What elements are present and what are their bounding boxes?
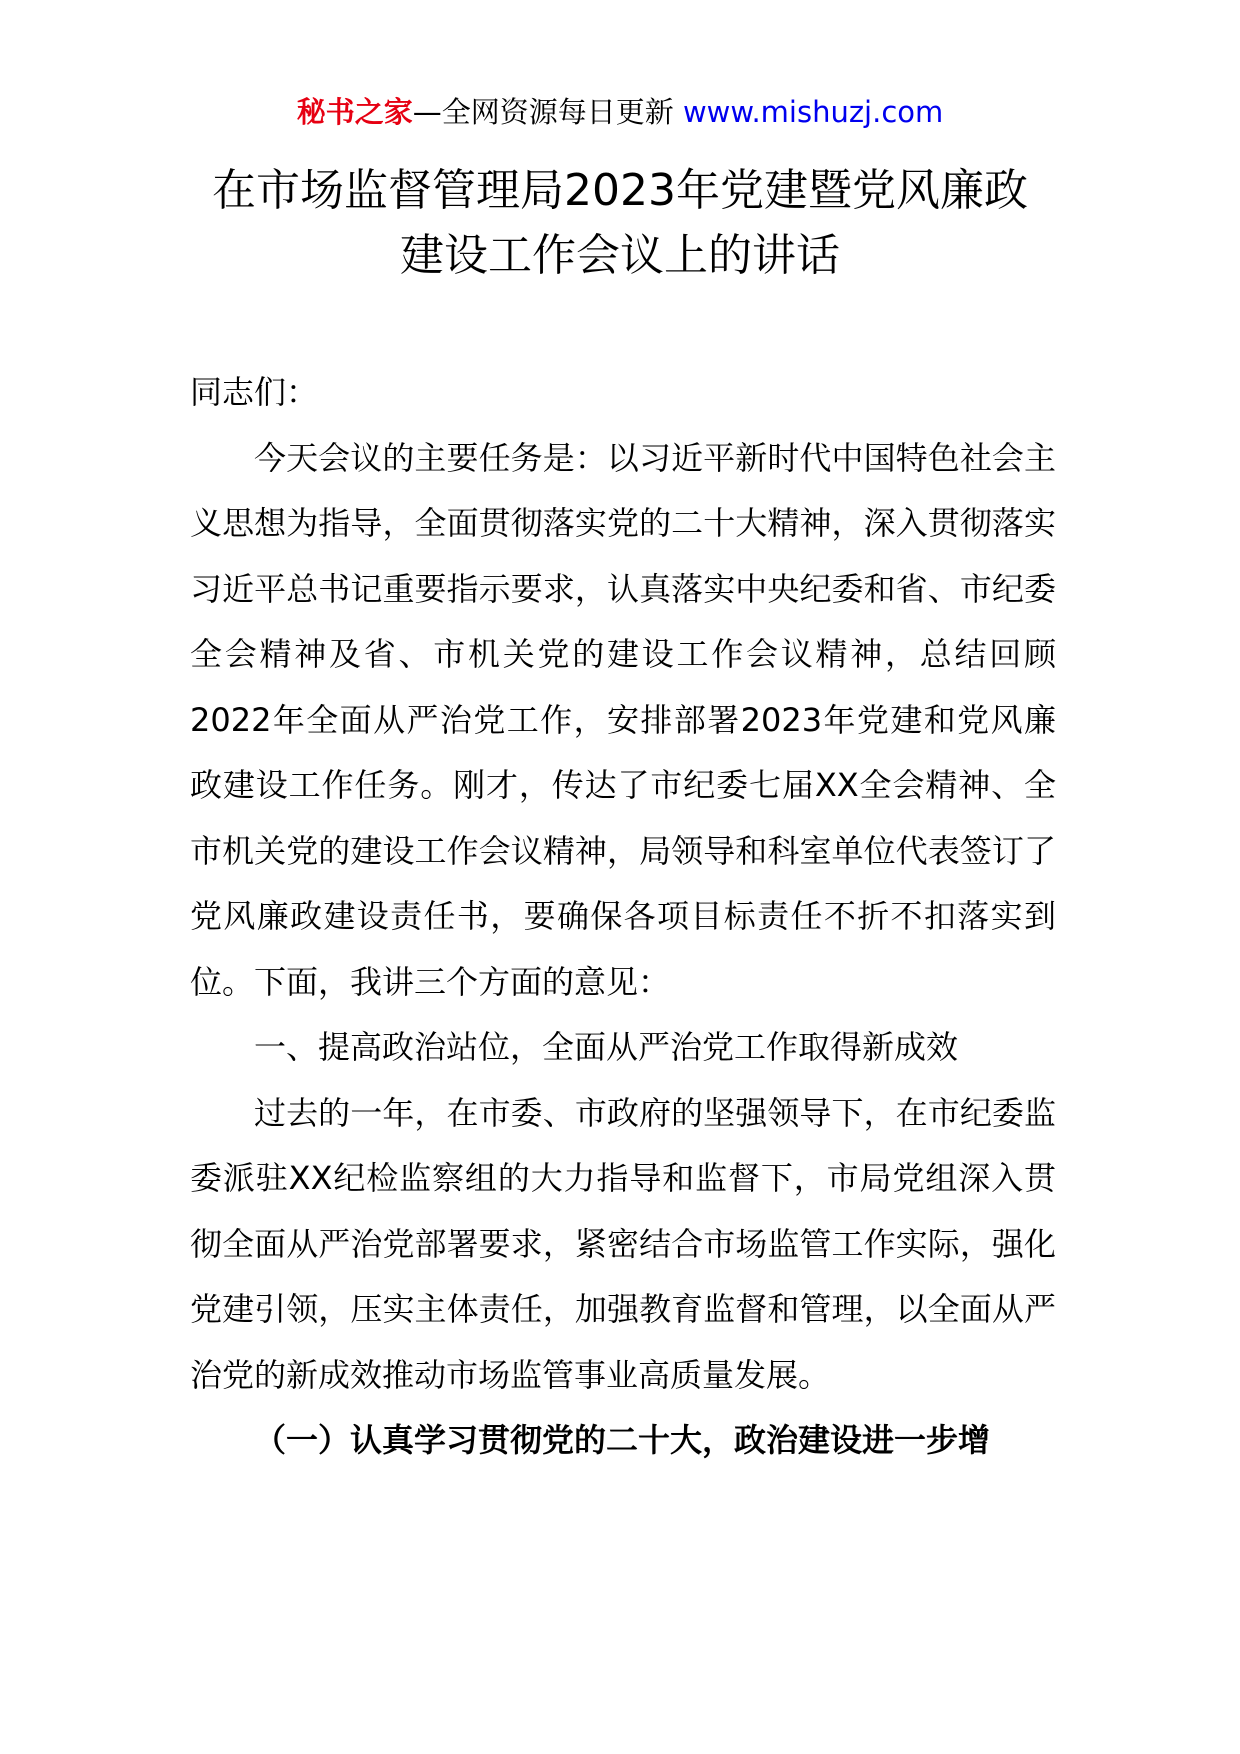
subsection-heading-1: （一）认真学习贯彻党的二十大，政治建设进一步增 bbox=[254, 1421, 991, 1459]
greeting: 同志们： bbox=[190, 373, 319, 411]
header-tagline: —全网资源每日更新 bbox=[412, 95, 674, 129]
paragraph-review: 过去的一年，在市委、市政府的坚强领导下，在市纪委监委派驻XX纪检监察组的大力指导和监督下，市局党组深入贯彻全面从严治党部署要求，紧密结合市场监管工作实际，强化党建引领，压实主体责任，加强教育监督和管理，以全面从严治党的新成效推动市场监管事业高质量发展。 bbox=[190, 1093, 1056, 1394]
site-header bbox=[0, 92, 1240, 132]
section-heading-1: 一、提高政治站位，全面从严治党工作取得新成效 bbox=[254, 1028, 959, 1066]
title-line-1: 在市场监督管理局2023年党建暨党风廉政 bbox=[212, 165, 1028, 216]
brand-name: 秘书之家 bbox=[296, 95, 413, 129]
paragraph-intro: 今天会议的主要任务是：以习近平新时代中国特色社会主义思想为指导，全面贯彻落实党的二十大精神，深入贯彻落实习近平总书记重要指示要求，认真落实中央纪委和省、市纪委全会精神及省、市机关党的建设工作会议精神，总结回顾2022年全面从严治党工作，安排部署2023年党建和党风廉政建设工作任务。刚才，传达了市纪委七届XX全会精神、全市机关党的建设工作会议精神，局领导和科室单位代表签订了党风廉政建设责任书，要确保各项目标责任不折不扣落实到位。下面，我讲三个方面的意见： bbox=[190, 438, 1056, 1001]
site-url-link[interactable]: www.mishuzj.com bbox=[682, 95, 944, 129]
document-body bbox=[190, 360, 1056, 1474]
title-line-2: 建设工作会议上的讲话 bbox=[400, 230, 840, 281]
document-title bbox=[130, 158, 1110, 288]
